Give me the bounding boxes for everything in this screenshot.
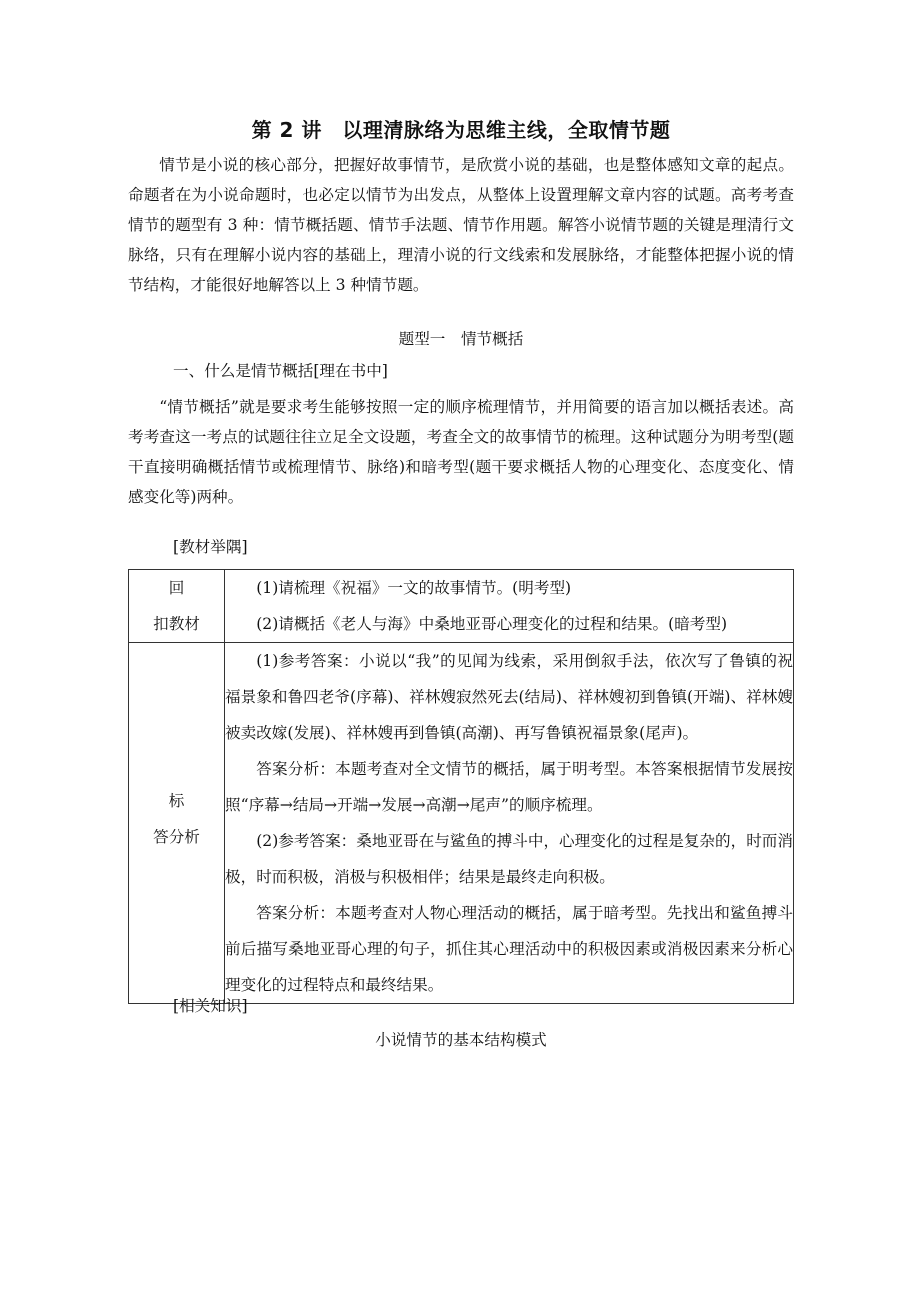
label-line: 标 (168, 792, 185, 810)
answer-1-analysis: 答案分析：本题考查对全文情节的概括，属于明考型。本答案根据情节发展按照“序幕→结局→开端→发展→高潮→尾声”的顺序梳理。 (225, 760, 793, 814)
definition-paragraph: “情节概括”就是要求考生能够按照一定的顺序梳理情节，并用简要的语言加以概括表述。高考考查这一考点的试题往往立足全文设题，考查全文的故事情节的梳理。这种试题分为明考型(题干直接明确概括情节或梳理情节、脉络)和暗考型(题干要求概括人物的心理变化、态度变化、情感变化等)两种。 (128, 398, 794, 506)
structure-title: 小说情节的基本结构模式 (375, 1031, 547, 1049)
lesson-title: 第 2 讲 以理清脉络为思维主线，全取情节题 (251, 118, 671, 142)
answer-2-analysis: 答案分析：本题考查对人物心理活动的概括，属于暗考型。先找出和鲨鱼搏斗前后描写桑地亚哥心理的句子，抓住其心理活动中的积极因素或消极因素来分析心理变化的过程特点和最终结果。 (225, 904, 793, 994)
textbook-table (128, 569, 794, 1004)
answer-2: (2)参考答案：桑地亚哥在与鲨鱼的搏斗中，心理变化的过程是复杂的，时而消极，时而积极，消极与积极相伴；结果是最终走向积极。 (225, 832, 793, 886)
label-line: 答分析 (153, 828, 200, 846)
section-title: 题型一 情节概括 (398, 330, 524, 348)
question-2: (2)请概括《老人与海》中桑地亚哥心理变化的过程和结果。(暗考型) (256, 615, 728, 633)
answers-cell (225, 643, 794, 1004)
row-label-answers (129, 643, 225, 1004)
intro-paragraph: 情节是小说的核心部分，把握好故事情节，是欣赏小说的基础，也是整体感知文章的起点。命题者在为小说命题时，也必定以情节为出发点，从整体上设置理解文章内容的试题。高考考查情节的题型有 3 种：情节概括题、情节手法题、情节作用题。解答小说情节题的关键是理清行文脉络，只有在理解小说内容的基础上，理清小说的行文线索和发展脉络，才能整体把握小说的情节结构，才能很好地解答以上 3 种情节题。 (128, 156, 794, 294)
questions-cell (225, 570, 794, 643)
label-line: 回 (168, 579, 185, 597)
heading-what-is-plot-summary: 一、什么是情节概括[理在书中] (173, 362, 388, 380)
label-line: 扣教材 (153, 615, 200, 633)
related-knowledge-tag: [相关知识] (173, 997, 248, 1015)
table-row (129, 643, 794, 1004)
question-1: (1)请梳理《祝福》一文的故事情节。(明考型) (256, 579, 572, 597)
table-row (129, 570, 794, 643)
textbook-examples-tag: [教材举隅] (173, 538, 248, 556)
answer-1: (1)参考答案：小说以“我”的见闻为线索，采用倒叙手法，依次写了鲁镇的祝福景象和鲁四老爷(序幕)、祥林嫂寂然死去(结局)、祥林嫂初到鲁镇(开端)、祥林嫂被卖改嫁(发展)、祥林嫂再到鲁镇(高潮)、再写鲁镇祝福景象(尾声)。 (225, 652, 793, 742)
row-label-textbook (129, 570, 225, 643)
